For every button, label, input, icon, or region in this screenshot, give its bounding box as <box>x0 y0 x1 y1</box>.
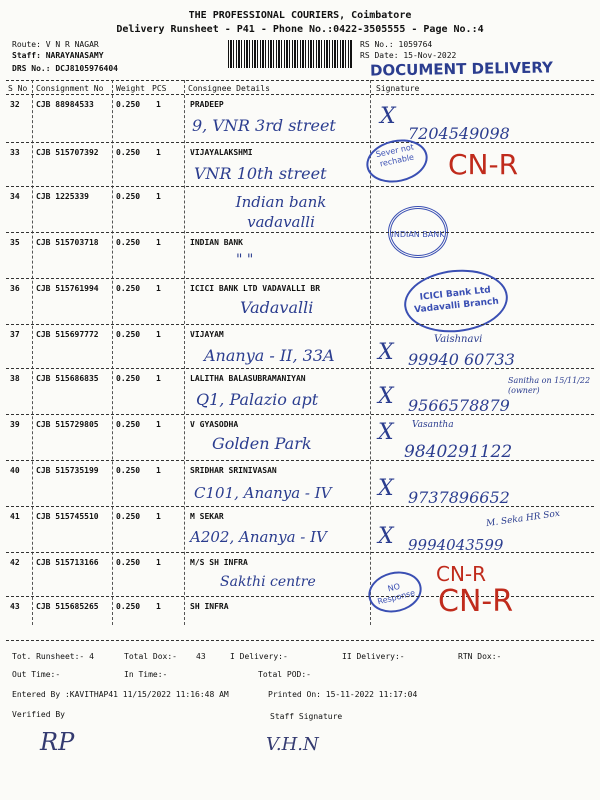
row-sno: 36 <box>10 284 20 293</box>
row-name: LALITHA BALASUBRAMANIYAN <box>190 374 306 383</box>
row-consignment: CJB 515729805 <box>36 420 99 429</box>
row-name: VIJAYAM <box>190 330 224 339</box>
row-pcs: 1 <box>156 192 161 201</box>
col-separator <box>184 80 185 625</box>
row-sno: 41 <box>10 512 20 521</box>
row-signature-mark: X <box>378 476 394 501</box>
row-address: VNR 10th street <box>194 164 327 183</box>
row-weight: 0.250 <box>116 238 141 247</box>
table-row <box>0 558 600 570</box>
row-note: Sanitha on 15/11/22 (owner) <box>508 376 591 395</box>
row-sno: 33 <box>10 148 20 157</box>
row-divider <box>6 142 594 143</box>
row-sno: 43 <box>10 602 20 611</box>
row-name: PRADEEP <box>190 100 224 109</box>
row-pcs: 1 <box>156 602 161 611</box>
row-pcs: 1 <box>156 148 161 157</box>
row-signature-mark: X <box>378 340 394 365</box>
row-pcs: 1 <box>156 466 161 475</box>
total-dox-value: 43 <box>196 652 206 661</box>
row-weight: 0.250 <box>116 420 141 429</box>
row-phone: 9737896652 <box>408 488 510 507</box>
table-row <box>0 330 600 342</box>
row-divider <box>6 506 594 507</box>
row-consignment: CJB 515686835 <box>36 374 99 383</box>
row-sno: 39 <box>10 420 20 429</box>
row-note: Vasantha <box>412 420 454 430</box>
row-pcs: 1 <box>156 330 161 339</box>
row-pcs: 1 <box>156 374 161 383</box>
row-pcs: 1 <box>156 558 161 567</box>
cn-r-mark: CN-R <box>438 584 514 619</box>
staff-label: Staff: NARAYANASAMY <box>12 51 104 60</box>
table-row <box>0 420 600 432</box>
row-address: Ananya - II, 33A <box>204 346 335 365</box>
row-name: M/S SH INFRA <box>190 558 248 567</box>
row-divider <box>6 460 594 461</box>
row-pcs: 1 <box>156 284 161 293</box>
row-consignment: CJB 88984533 <box>36 100 94 109</box>
row-address: Golden Park <box>212 434 312 453</box>
rs-number: RS No.: 1059764 <box>360 40 433 49</box>
row-address: " " <box>236 252 254 268</box>
barcode-image <box>228 40 352 68</box>
indian-bank-stamp: INDIAN BANK <box>388 206 448 258</box>
row-divider <box>6 640 594 641</box>
row-pcs: 1 <box>156 100 161 109</box>
row-weight: 0.250 <box>116 374 141 383</box>
total-pod: Total POD:- <box>258 670 311 679</box>
rtn-dox: RTN Dox:- <box>458 652 502 661</box>
row-weight: 0.250 <box>116 512 141 521</box>
row-weight: 0.250 <box>116 100 141 109</box>
printed-on: Printed On: 15-11-2022 11:17:04 <box>268 690 418 699</box>
row-weight: 0.250 <box>116 602 141 611</box>
table-row <box>0 100 600 112</box>
row-consignment: CJB 515735199 <box>36 466 99 475</box>
row-name: SRIDHAR SRINIVASAN <box>190 466 277 475</box>
row-note: Vaishnavi <box>434 334 483 345</box>
drs-number: DRS No.: DCJ8105976404 <box>12 64 118 73</box>
row-divider <box>6 552 594 553</box>
entered-by: Entered By :KAVITHAP41 11/15/2022 11:16:48 AM <box>12 690 229 699</box>
row-address: Sakthi centre <box>220 574 316 590</box>
table-row <box>0 238 600 250</box>
row-address: Q1, Palazio apt <box>196 390 319 409</box>
row-address: C101, Ananya - IV <box>194 484 332 502</box>
row-sno: 40 <box>10 466 20 475</box>
row-phone: 7204549098 <box>408 124 510 143</box>
staff-signature: V.H.N <box>266 734 319 755</box>
no-response-stamp: NO Response <box>364 566 426 618</box>
row-phone: 9566578879 <box>408 396 510 415</box>
table-row <box>0 284 600 296</box>
row-name: INDIAN BANK <box>190 238 243 247</box>
col-sno: S No <box>8 84 28 93</box>
row-sno: 37 <box>10 330 20 339</box>
row-name: ICICI BANK LTD VADAVALLI BR <box>190 284 321 293</box>
table-row <box>0 466 600 478</box>
column-header-divider <box>6 94 594 95</box>
row-address: 9, VNR 3rd street <box>192 116 336 135</box>
row-sno: 42 <box>10 558 20 567</box>
row-weight: 0.250 <box>116 558 141 567</box>
row-signature-mark: X <box>378 384 394 409</box>
row-name: M SEKAR <box>190 512 224 521</box>
row-weight: 0.250 <box>116 466 141 475</box>
row-divider <box>6 414 594 415</box>
header-divider <box>6 80 594 81</box>
row-address: A202, Ananya - IV <box>190 528 327 546</box>
cn-r-mark: CN-R <box>448 148 519 181</box>
row-phone: 99940 60733 <box>408 350 515 369</box>
row-consignment: CJB 515685265 <box>36 602 99 611</box>
row-consignment: CJB 515703718 <box>36 238 99 247</box>
row-name: SH INFRA <box>190 602 229 611</box>
total-dox-label: Total Dox:- <box>124 652 177 661</box>
in-time: In Time:- <box>124 670 168 679</box>
row-address: Vadavalli <box>240 298 314 317</box>
row-sno: 32 <box>10 100 20 109</box>
row-signature-mark: X <box>378 420 394 445</box>
row-signature-mark: X <box>380 104 396 129</box>
i-delivery: I Delivery:- <box>230 652 288 661</box>
row-pcs: 1 <box>156 238 161 247</box>
verified-signature: RP <box>40 728 75 756</box>
tot-runsheet: Tot. Runsheet:- 4 <box>12 652 94 661</box>
rs-date: RS Date: 15-Nov-2022 <box>360 51 457 60</box>
col-weight: Weight <box>116 84 145 93</box>
verified-by: Verified By <box>12 710 65 719</box>
runsheet-title: Delivery Runsheet - P41 - Phone No.:0422-3505555 - Page No.:4 <box>116 24 484 35</box>
row-weight: 0.250 <box>116 148 141 157</box>
document-delivery-stamp: DOCUMENT DELIVERY <box>369 58 554 80</box>
row-consignment: CJB 515707392 <box>36 148 99 157</box>
row-consignment: CJB 515697772 <box>36 330 99 339</box>
row-pcs: 1 <box>156 512 161 521</box>
row-weight: 0.250 <box>116 284 141 293</box>
row-consignment: CJB 1225339 <box>36 192 89 201</box>
row-pcs: 1 <box>156 420 161 429</box>
col-consignee: Consignee Details <box>188 84 270 93</box>
out-time: Out Time:- <box>12 670 61 679</box>
row-name: VIJAYALAKSHMI <box>190 148 253 157</box>
row-name: V GYASODHA <box>190 420 239 429</box>
cn-r-mark: CN-R <box>436 562 487 586</box>
row-sno: 35 <box>10 238 20 247</box>
company-title: THE PROFESSIONAL COURIERS, Coimbatore <box>188 10 412 21</box>
staff-signature-label: Staff Signature <box>270 712 343 721</box>
col-signature: Signature <box>376 84 420 93</box>
row-address: Indian bank vadavalli <box>235 193 327 231</box>
row-consignment: CJB 515761994 <box>36 284 99 293</box>
col-pcs: PCS <box>152 84 167 93</box>
row-consignment: CJB 515713166 <box>36 558 99 567</box>
row-note: M. Seka HR Sox <box>485 508 561 530</box>
icici-bank-stamp: ICICI Bank Ltd Vadavalli Branch <box>401 265 511 338</box>
row-weight: 0.250 <box>116 330 141 339</box>
row-signature-mark: X <box>378 524 394 549</box>
ii-delivery: II Delivery:- <box>342 652 405 661</box>
row-sno: 34 <box>10 192 20 201</box>
row-divider <box>6 232 594 233</box>
row-divider <box>6 324 594 325</box>
col-consignment: Consignment No <box>36 84 104 93</box>
row-divider <box>6 186 594 187</box>
col-separator <box>32 80 33 625</box>
row-phone: 9840291122 <box>404 442 513 462</box>
row-divider <box>6 368 594 369</box>
row-weight: 0.250 <box>116 192 141 201</box>
row-sno: 38 <box>10 374 20 383</box>
route-label: Route: V N R NAGAR <box>12 40 99 49</box>
row-phone: 9994043599 <box>408 536 504 554</box>
server-not-reachable-stamp: Sever not rechable <box>362 134 431 188</box>
row-consignment: CJB 515745510 <box>36 512 99 521</box>
col-separator <box>112 80 113 625</box>
row-divider <box>6 278 594 279</box>
